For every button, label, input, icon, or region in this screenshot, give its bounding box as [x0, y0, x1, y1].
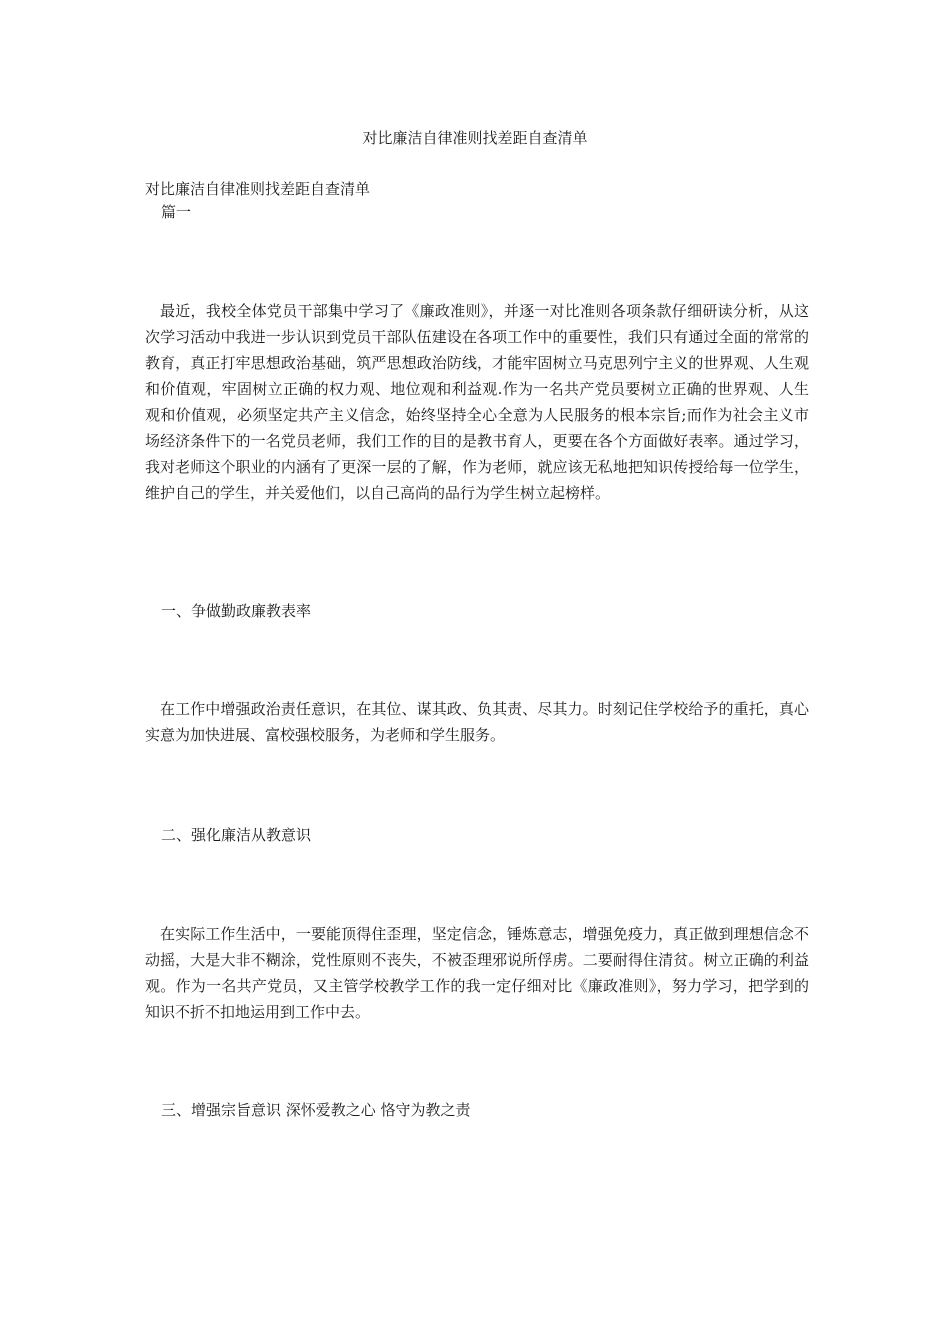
- body-paragraph-section-1: 在工作中增强政治责任意识，在其位、谋其政、负其责、尽其力。时刻记住学校给予的重托，真心实意为加快进展、富校强校服务，为老师和学生服务。: [145, 700, 809, 744]
- body-paragraph-intro: 最近，我校全体党员干部集中学习了《廉政准则》，并逐一对比准则各项条款仔细研读分析，从这次学习活动中我进一步认识到党员干部队伍建设在各项工作中的重要性，我们只有通过全面的常常的教育，真正打牢思想政治基础，筑严思想政治防线，才能牢固树立马克思列宁主义的世界观、人生观和价值观，牢固树立正确的权力观、地位观和利益观.作为一名共产党员要树立正确的世界观、人生观和价值观，必须坚定共产主义信念，始终坚持全心全意为人民服务的根本宗旨;而作为社会主义市场经济条件下的一名党员老师，我们工作的目的是教书育人，更要在各个方面做好表率。通过学习，我对老师这个职业的内涵有了更深一层的了解，作为老师，就应该无私地把知识传授给每一位学生，维护自己的学生，并关爱他们，以自己高尚的品行为学生树立起榜样。: [145, 302, 809, 502]
- document-subtitle: 对比廉洁自律准则找差距自查清单: [145, 180, 371, 198]
- chapter-label: 篇一: [161, 203, 192, 221]
- document-title: 对比廉洁自律准则找差距自查清单: [362, 129, 588, 147]
- section-heading-2: 二、强化廉洁从教意识: [161, 826, 312, 844]
- body-paragraph-section-2: 在实际工作生活中，一要能顶得住歪理，坚定信念，锤炼意志，增强免疫力，真正做到理想信念不动摇，大是大非不糊涂，党性原则不丧失，不被歪理邪说所俘虏。二要耐得住清贫。树立正确的利益观。作为一名共产党员，又主管学校教学工作的我一定仔细对比《廉政准则》，努力学习，把学到的知识不折不扣地运用到工作中去。: [145, 925, 809, 1021]
- section-heading-3: 三、增强宗旨意识 深怀爱教之心 恪守为教之责: [161, 1101, 471, 1119]
- section-heading-1: 一、争做勤政廉教表率: [161, 602, 312, 620]
